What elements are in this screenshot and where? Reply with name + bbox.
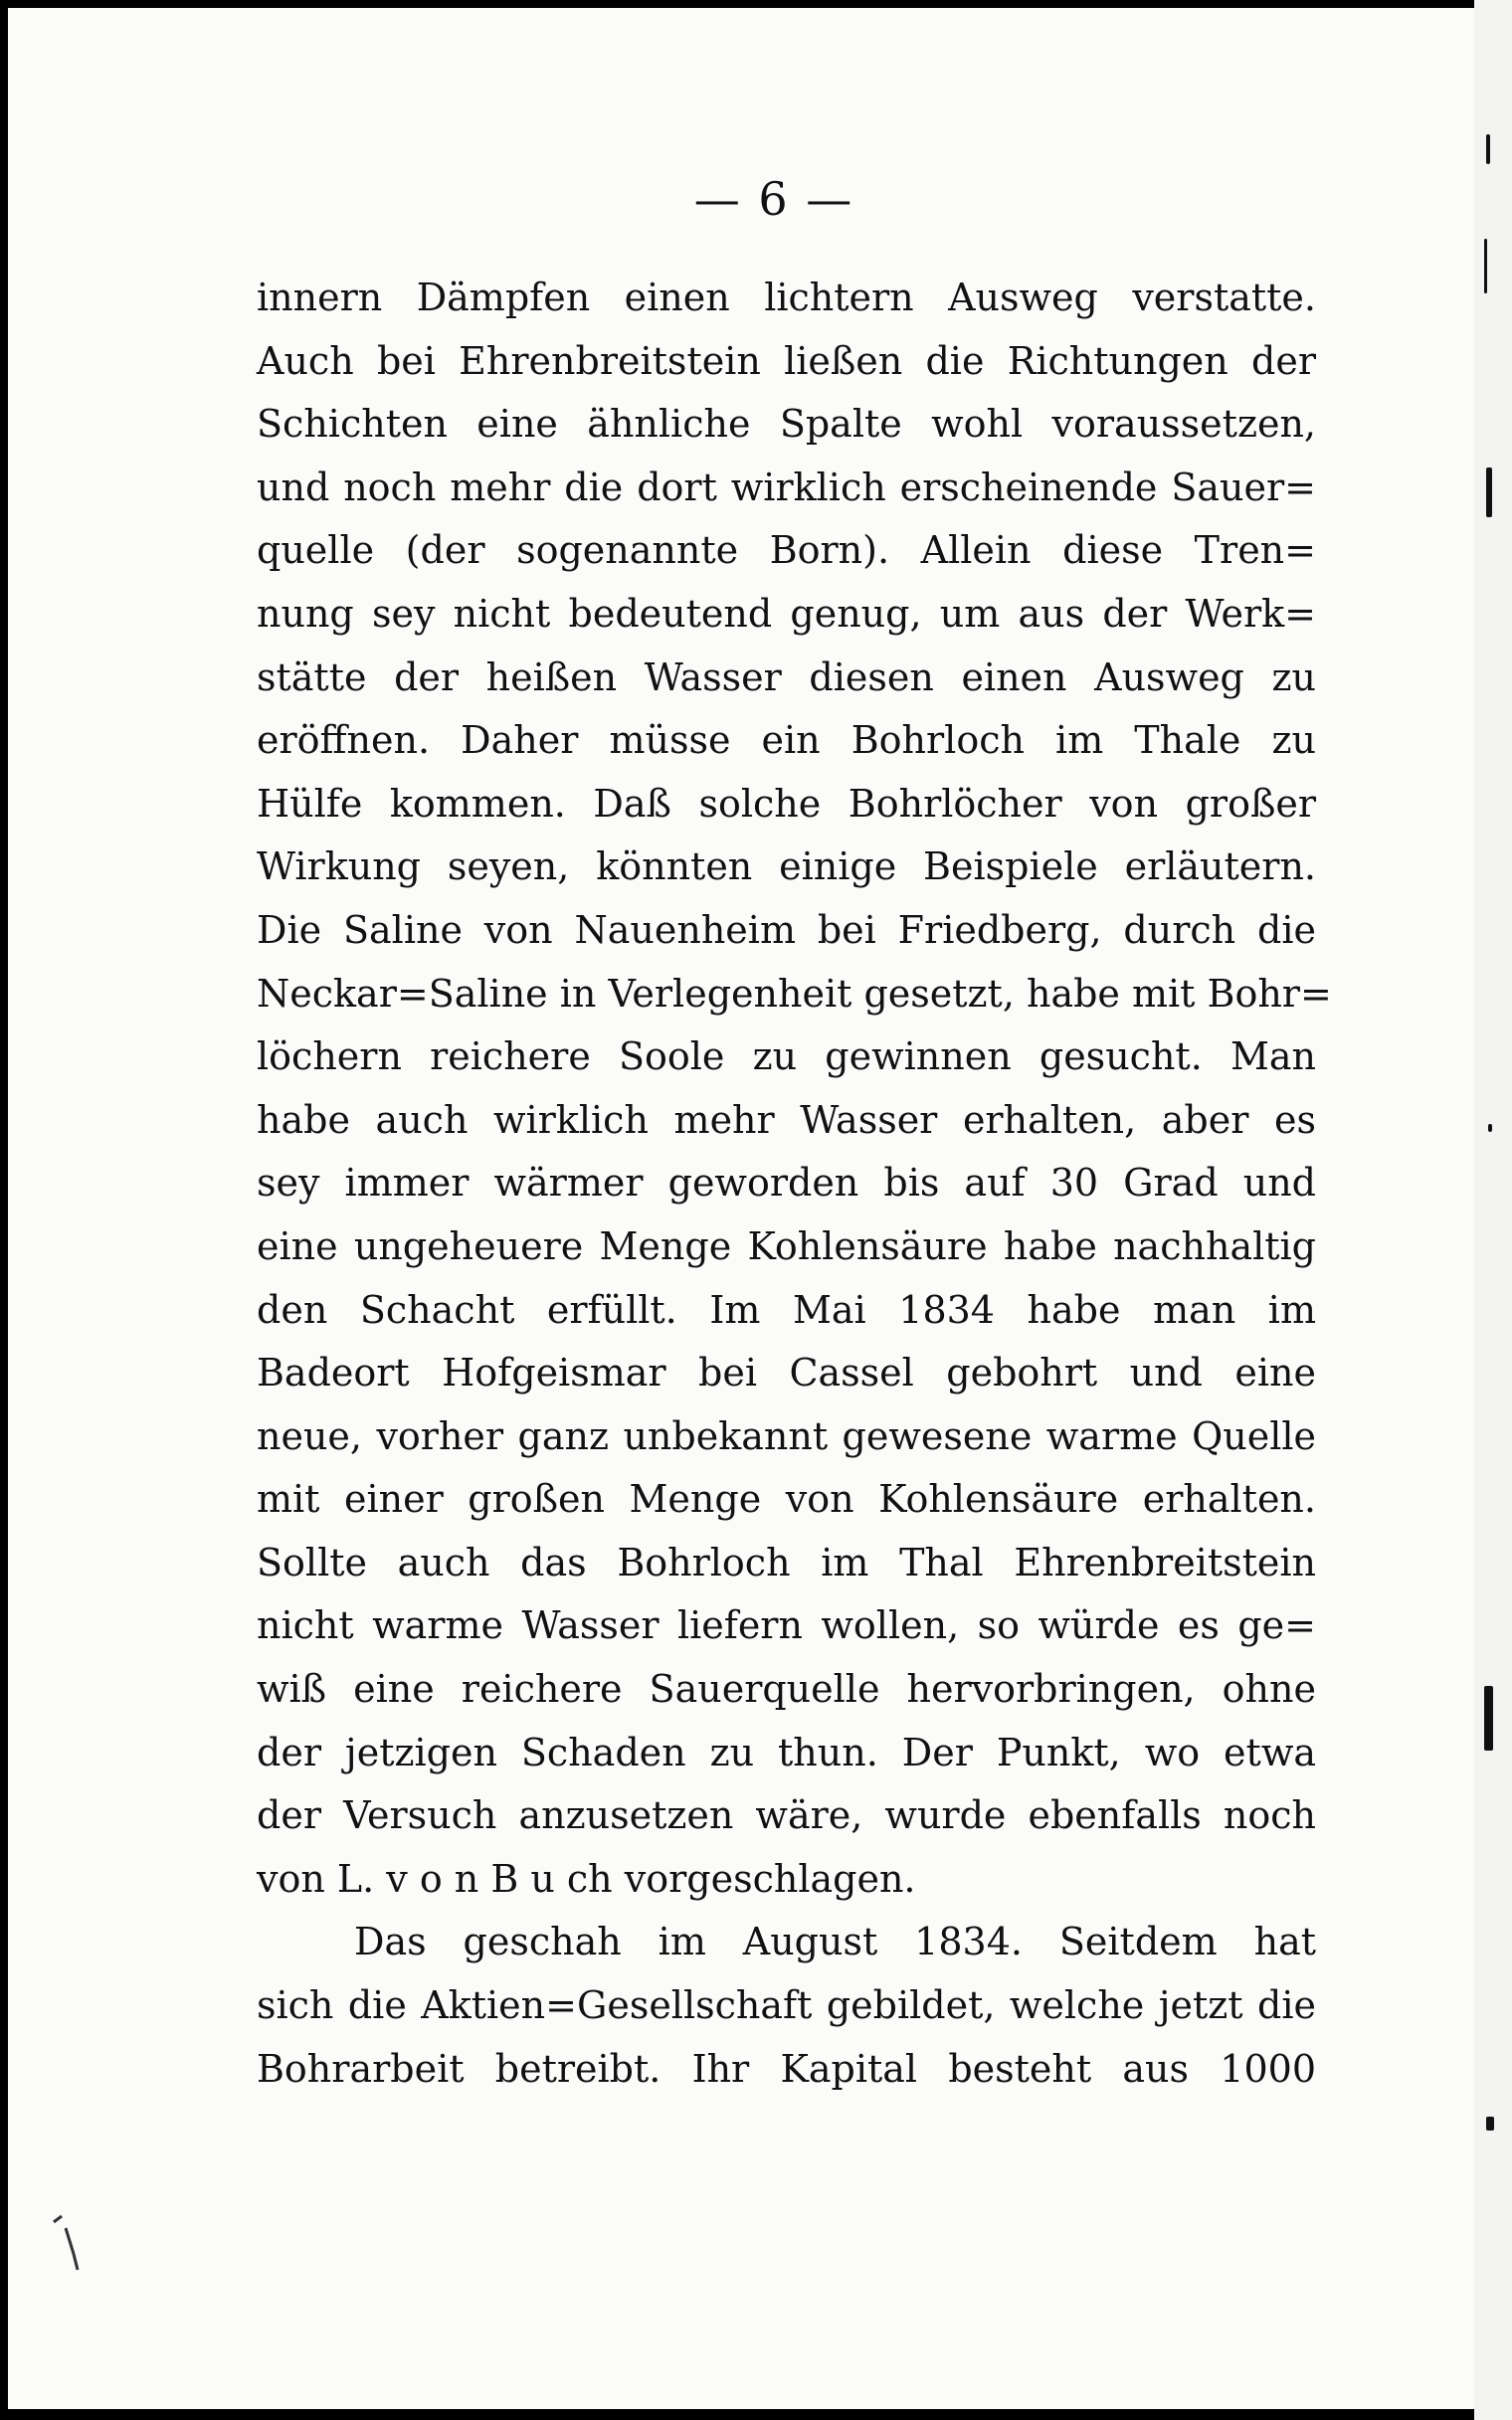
- adjacent-page-edge: [1474, 0, 1512, 2420]
- text-line: Hülfe kommen. Daß solche Bohrlöcher von großer: [257, 781, 1316, 826]
- text-line: den Schacht erfüllt. Im Mai 1834 habe man im: [257, 1287, 1316, 1332]
- edge-mark: [1486, 134, 1490, 164]
- text-line: und noch mehr die dort wirklich erscheinende Sauer=: [257, 465, 1316, 509]
- body-text: [257, 267, 1332, 2101]
- text-line: der jetzigen Schaden zu thun. Der Punkt, wo etwa: [257, 1730, 1316, 1774]
- text-line: wiß eine reichere Sauerquelle hervorbringen, ohne: [257, 1667, 1316, 1712]
- text-line: quelle (der sogenannte Born). Allein diese Tren=: [257, 528, 1316, 573]
- text-line: innern Dämpfen einen lichtern Ausweg verstatte.: [257, 276, 1316, 319]
- text-line: Das geschah im August 1834. Seitdem hat: [354, 1920, 1316, 1964]
- page-number: — 6 —: [693, 172, 854, 226]
- text-line: Die Saline von Nauenheim bei Friedberg, durch die: [257, 907, 1316, 952]
- text-line: Badeort Hofgeismar bei Cassel gebohrt und eine: [257, 1351, 1316, 1396]
- edge-mark: [1486, 467, 1492, 517]
- text-line: mit einer großen Menge von Kohlensäure erhalten.: [257, 1477, 1316, 1522]
- text-line: eröffnen. Daher müsse ein Bohrloch im Thale zu: [257, 718, 1316, 763]
- edge-mark: [1486, 2117, 1494, 2131]
- book-page: [8, 8, 1474, 2409]
- text-line: Auch bei Ehrenbreitstein ließen die Richtungen der: [257, 338, 1316, 383]
- text-line: Neckar=Saline in Verlegenheit gesetzt, habe mit Bohr=: [257, 971, 1332, 1016]
- text-line: Sollte auch das Bohrloch im Thal Ehrenbreitstein: [257, 1540, 1316, 1584]
- text-line: eine ungeheuere Menge Kohlensäure habe nachhaltig: [257, 1223, 1316, 1268]
- text-line: von L. v o n B u ch vorgeschlagen.: [257, 1856, 916, 1901]
- edge-mark: [1488, 1124, 1492, 1132]
- edge-mark: [1484, 239, 1487, 293]
- text-line: nicht warme Wasser liefern wollen, so würde es ge=: [257, 1603, 1316, 1648]
- text-line: Schichten eine ähnliche Spalte wohl voraussetzen,: [257, 402, 1316, 447]
- edge-mark: [1484, 1686, 1493, 1751]
- text-line: stätte der heißen Wasser diesen einen Ausweg zu: [257, 654, 1316, 699]
- page-scratch-mark: [52, 2214, 92, 2274]
- text-line: löchern reichere Soole zu gewinnen gesucht. Man: [257, 1034, 1316, 1079]
- text-line: Bohrarbeit betreibt. Ihr Kapital besteht aus 1000: [257, 2046, 1316, 2091]
- text-line: Wirkung seyen, könnten einige Beispiele erläutern.: [257, 844, 1316, 889]
- text-line: habe auch wirklich mehr Wasser erhalten, aber es: [257, 1097, 1316, 1142]
- text-line: sey immer wärmer geworden bis auf 30 Grad und: [257, 1161, 1316, 1206]
- text-line: nung sey nicht bedeutend genug, um aus der Werk=: [257, 591, 1316, 636]
- text-line: sich die Aktien=Gesellschaft gebildet, welche jetzt die: [257, 1983, 1316, 2028]
- text-line: der Versuch anzusetzen wäre, wurde ebenfalls noch: [257, 1793, 1316, 1838]
- text-line: neue, vorher ganz unbekannt gewesene warme Quelle: [257, 1413, 1316, 1458]
